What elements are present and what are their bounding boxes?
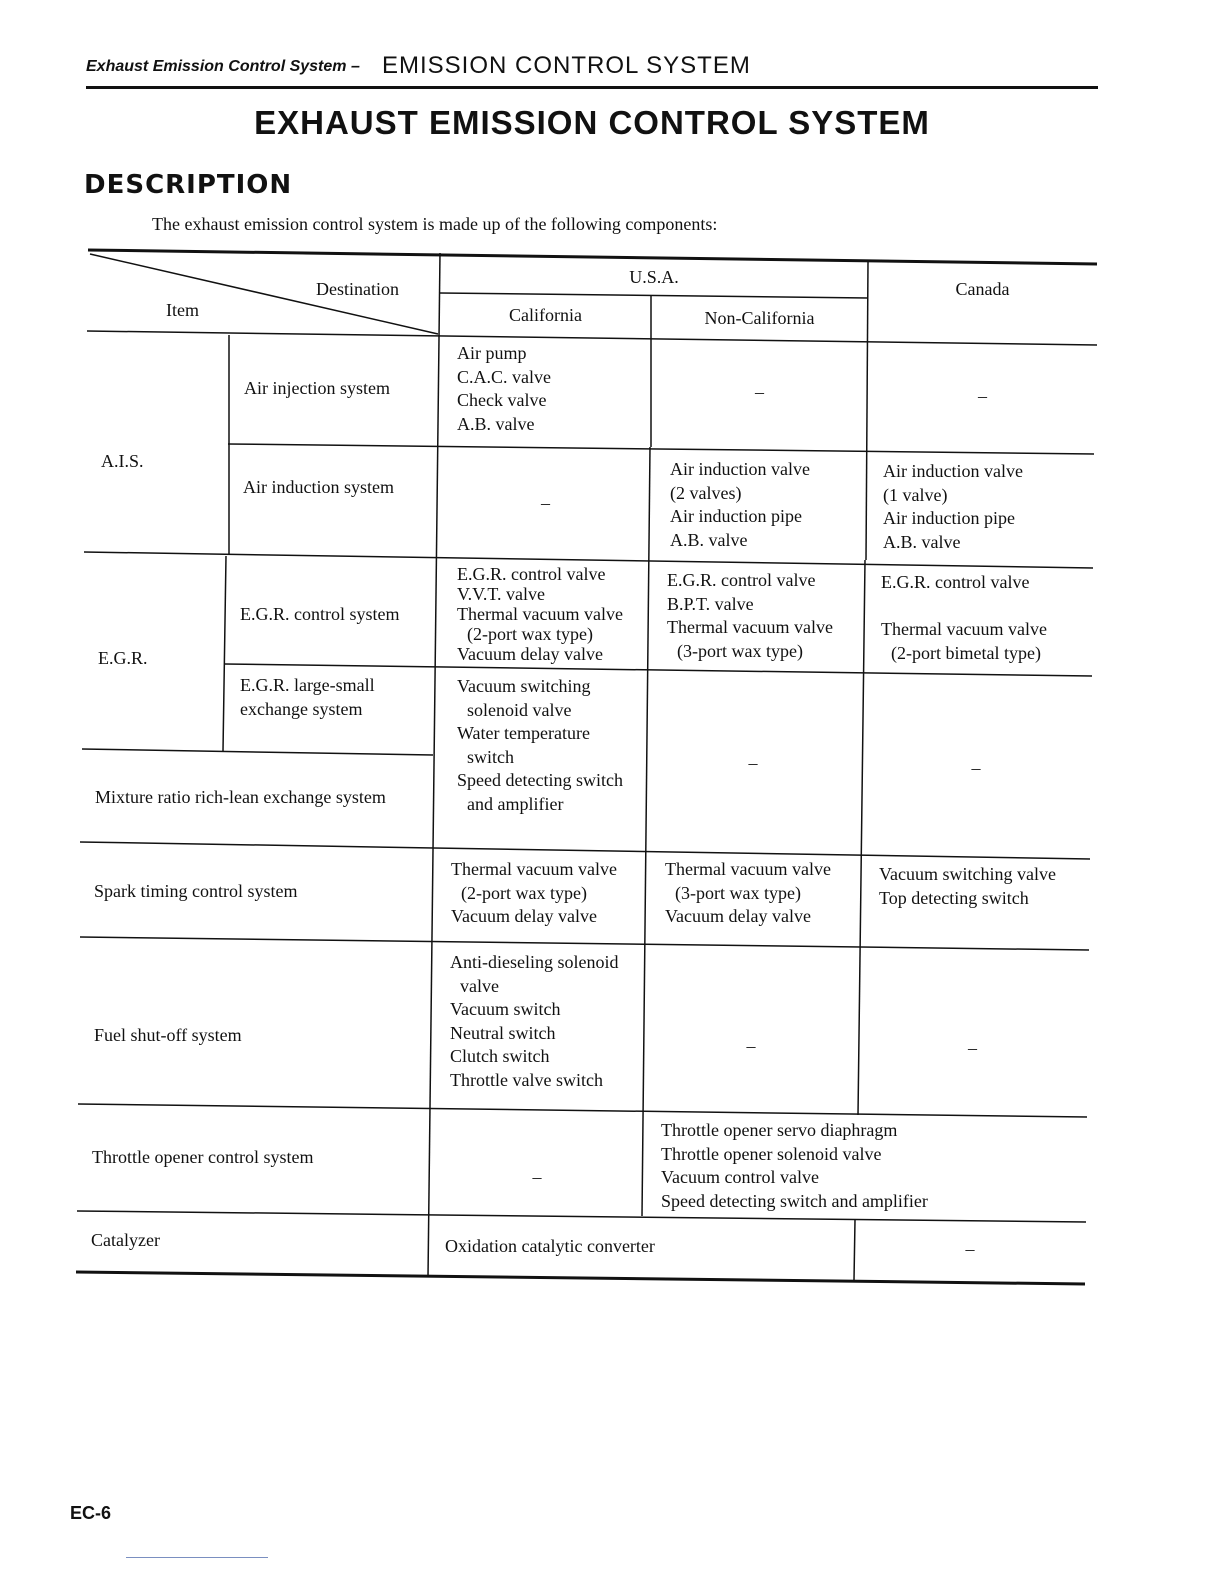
cell-catalyzer-canada: –: [965, 1239, 975, 1259]
list-item: Thermal vacuum valve: [881, 619, 1047, 639]
list-item: Vacuum delay valve: [665, 906, 811, 926]
column-usa: U.S.A.: [629, 267, 679, 287]
list-item: E.G.R. control valve: [881, 572, 1030, 592]
list-item: A.B. valve: [457, 413, 535, 434]
list-item: switch: [467, 746, 514, 767]
page-number: EC-6: [70, 1503, 112, 1523]
vrule-item-dest: [428, 253, 440, 1277]
list-item: V.V.T. valve: [457, 584, 545, 604]
cell-fuel-shutoff-california: [450, 951, 618, 1092]
cell-air-injection-canada: –: [978, 386, 987, 406]
cell-spark-timing-non-california: [665, 858, 831, 929]
cell-fuel-shutoff-non-california: –: [746, 1036, 756, 1056]
list-item: Vacuum switching valve: [879, 864, 1056, 884]
rule-top: [88, 250, 1097, 264]
cell-egr-mixture-california: [457, 675, 623, 816]
cell-catalyzer-usa: Oxidation catalytic converter: [445, 1236, 655, 1256]
rule-mixture-bottom: [80, 842, 1090, 859]
list-item: E.G.R. large-small: [240, 675, 375, 695]
row-label-throttle-opener: Throttle opener control system: [92, 1147, 314, 1167]
cell-throttle-opener-california: –: [532, 1167, 542, 1187]
row-label-fuel-shutoff: Fuel shut-off system: [94, 1025, 242, 1045]
column-non-california: Non-California: [704, 308, 815, 328]
vrule-usa-canada-2: [858, 560, 865, 1115]
list-item: Thermal vacuum valve: [667, 617, 833, 637]
rule-usa-split: [440, 293, 868, 298]
list-item: Vacuum switch: [450, 999, 561, 1019]
list-item: Thermal vacuum valve: [451, 859, 617, 879]
list-item: B.P.T. valve: [667, 593, 754, 614]
rule-throttle-bottom: [77, 1211, 1086, 1222]
cell-egr-mixture-canada: –: [971, 758, 981, 778]
list-item: Air induction pipe: [883, 508, 1015, 528]
cell-egr-control-non-california: [667, 569, 833, 663]
row-label-egr-control: E.G.R. control system: [240, 604, 400, 624]
list-item: exchange system: [240, 698, 363, 719]
list-item: Vacuum delay valve: [451, 906, 597, 926]
list-item: Water temperature: [457, 723, 590, 743]
column-canada: Canada: [955, 279, 1010, 299]
list-item: (2-port wax type): [467, 624, 593, 644]
list-item: Throttle valve switch: [450, 1069, 603, 1090]
list-item: Throttle opener solenoid valve: [661, 1143, 882, 1164]
cell-egr-mixture-non-california: –: [748, 753, 758, 773]
rule-fuel-bottom: [78, 1104, 1087, 1117]
column-california: California: [509, 305, 582, 325]
cell-air-injection-non-california: –: [755, 382, 764, 402]
list-item: valve: [460, 975, 499, 996]
row-label-spark-timing: Spark timing control system: [94, 881, 298, 901]
list-item: solenoid valve: [467, 699, 572, 720]
cell-egr-control-canada: [881, 571, 1047, 665]
list-item: C.A.C. valve: [457, 366, 551, 387]
rule-table-bottom: [76, 1272, 1085, 1284]
rule-egr-bottom: [82, 749, 433, 755]
list-item: Speed detecting switch: [457, 770, 623, 790]
footer-rule: [126, 1557, 268, 1558]
row-label-mixture-ratio: Mixture ratio rich-lean exchange system: [95, 787, 386, 807]
list-item: Vacuum switching: [457, 676, 591, 696]
list-item: Clutch switch: [450, 1046, 550, 1066]
cell-air-induction-non-california: [670, 458, 810, 552]
list-item: Thermal vacuum valve: [665, 859, 831, 879]
list-item: E.G.R. control valve: [457, 564, 606, 584]
rule-spark-bottom: [80, 937, 1089, 950]
list-item: Anti-dieseling solenoid: [450, 952, 619, 972]
header-section-italic: Exhaust Emission Control System –: [86, 58, 360, 75]
list-item: Check valve: [457, 390, 547, 410]
row-label-air-induction: Air induction system: [243, 477, 394, 497]
list-item: Top detecting switch: [879, 887, 1029, 908]
corner-destination: Destination: [316, 279, 399, 299]
list-item: Air induction pipe: [670, 506, 802, 526]
list-item: Vacuum control valve: [661, 1167, 819, 1187]
list-item: (2-port bimetal type): [891, 642, 1041, 663]
rule-header-bottom: [87, 331, 1097, 345]
row-label-air-injection: Air injection system: [244, 378, 390, 398]
vrule-cal-noncal-2: [642, 447, 650, 1216]
list-item: Thermal vacuum valve: [457, 604, 623, 624]
cell-egr-control-california: [457, 564, 623, 664]
list-item: A.B. valve: [883, 531, 961, 552]
section-heading: DESCRIPTION: [84, 170, 293, 200]
header-section-main: EMISSION CONTROL SYSTEM: [382, 52, 751, 79]
list-item: (3-port wax type): [677, 640, 803, 661]
cell-fuel-shutoff-canada: –: [968, 1038, 977, 1058]
row-label-egr-large-small: [240, 674, 375, 721]
list-item: Speed detecting switch and amplifier: [661, 1190, 928, 1211]
page-title: EXHAUST EMISSION CONTROL SYSTEM: [254, 104, 930, 141]
row-label-catalyzer: Catalyzer: [91, 1230, 160, 1250]
cell-throttle-opener-noncal-canada: [661, 1119, 928, 1213]
vrule-egr-sub: [223, 556, 226, 751]
cell-air-injection-california: [457, 342, 551, 436]
list-item: Neutral switch: [450, 1022, 556, 1043]
list-item: E.G.R. control valve: [667, 570, 816, 590]
intro-text: The exhaust emission control system is made up of the following components:: [152, 214, 718, 234]
cell-spark-timing-canada: [879, 863, 1056, 910]
list-item: Air pump: [457, 343, 527, 363]
cell-air-induction-canada: [883, 460, 1023, 554]
rule-ais-mid: [228, 444, 1094, 454]
list-item: Air induction valve: [883, 461, 1023, 481]
list-item: and amplifier: [467, 793, 564, 814]
group-ais: A.I.S.: [101, 451, 144, 471]
group-egr: E.G.R.: [98, 648, 148, 668]
list-item: Throttle opener servo diaphragm: [661, 1120, 898, 1140]
cell-air-induction-california: –: [541, 493, 550, 513]
corner-item: Item: [166, 300, 199, 320]
list-item: (3-port wax type): [675, 882, 801, 903]
cell-spark-timing-california: [451, 858, 617, 929]
list-item: (2-port wax type): [461, 882, 587, 903]
list-item: (2 valves): [670, 482, 742, 503]
list-item: (1 valve): [883, 484, 948, 505]
list-item: A.B. valve: [670, 529, 748, 550]
list-item: Air induction valve: [670, 459, 810, 479]
list-item: Vacuum delay valve: [457, 644, 603, 664]
